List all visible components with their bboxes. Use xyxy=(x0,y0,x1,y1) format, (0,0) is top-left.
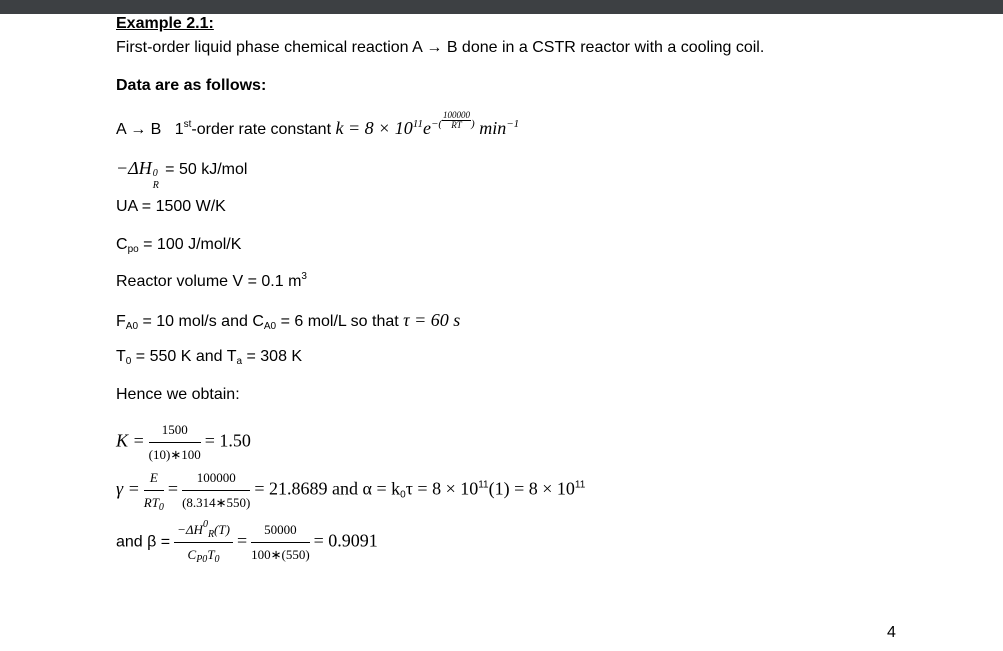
flow-line: $F_{A0} = 10$ mol/s and $C_{A0} = 6$ mol/L so that τ = 60 s xyxy=(116,310,461,332)
intro-text: First-order liquid phase chemical reaction A → B done in a CSTR reactor with a cooling coil. xyxy=(116,39,765,56)
ua-line: UA = 1500 W/K xyxy=(116,198,226,215)
order-number: 1 xyxy=(174,121,184,138)
order-suffix: st xyxy=(183,119,192,130)
volume-line: Reactor volume V = 0.1 $m^3$ xyxy=(116,271,307,290)
temperature-line: $T_0 = 550$ K and $T_a = 308$ K xyxy=(116,348,303,367)
page-number: 4 xyxy=(887,624,896,641)
rate-expression: $k = 8 \times 10^{11}e^{-( \frac{100000}{RT})}$ $\min^{-1}$ xyxy=(335,110,520,138)
equation-k: K = $\frac{1500}{(10)∗100}$ = 1.50 xyxy=(116,422,251,462)
order-text: -order rate constant xyxy=(191,121,332,138)
data-heading: Data are as follows: xyxy=(116,77,267,94)
enthalpy-value: = 50 kJ/mol xyxy=(165,161,248,178)
rate-constant-line xyxy=(116,110,520,140)
enthalpy-symbol: −ΔH xyxy=(116,158,152,178)
example-title: Example 2.1: xyxy=(116,15,214,32)
equation-gamma: γ = $\frac{E}{RT_0}$ = $\frac{100000}{(8.314∗550)}$ = 21.8689 and $\alpha = k_0\tau = 8 \times 10^{11}(1) = 8 \times 10^{11}$ xyxy=(116,470,586,513)
equation-beta: and β = $\frac{-\Delta H^0_R(T)}{C_{P0}T_0}$ = $\frac{50000}{100∗(550)}$ = 0.9091 xyxy=(116,519,378,565)
residence-time: τ = 60 s xyxy=(403,310,461,330)
hence-text: Hence we obtain: xyxy=(116,386,240,403)
heat-capacity-line: $C_{po} = 100$ J/mol/K xyxy=(116,236,242,255)
viewer-top-bar xyxy=(0,0,1003,14)
reaction-label: A → B xyxy=(116,121,162,138)
enthalpy-line: −ΔH 0 R = 50 kJ/mol xyxy=(116,158,248,191)
